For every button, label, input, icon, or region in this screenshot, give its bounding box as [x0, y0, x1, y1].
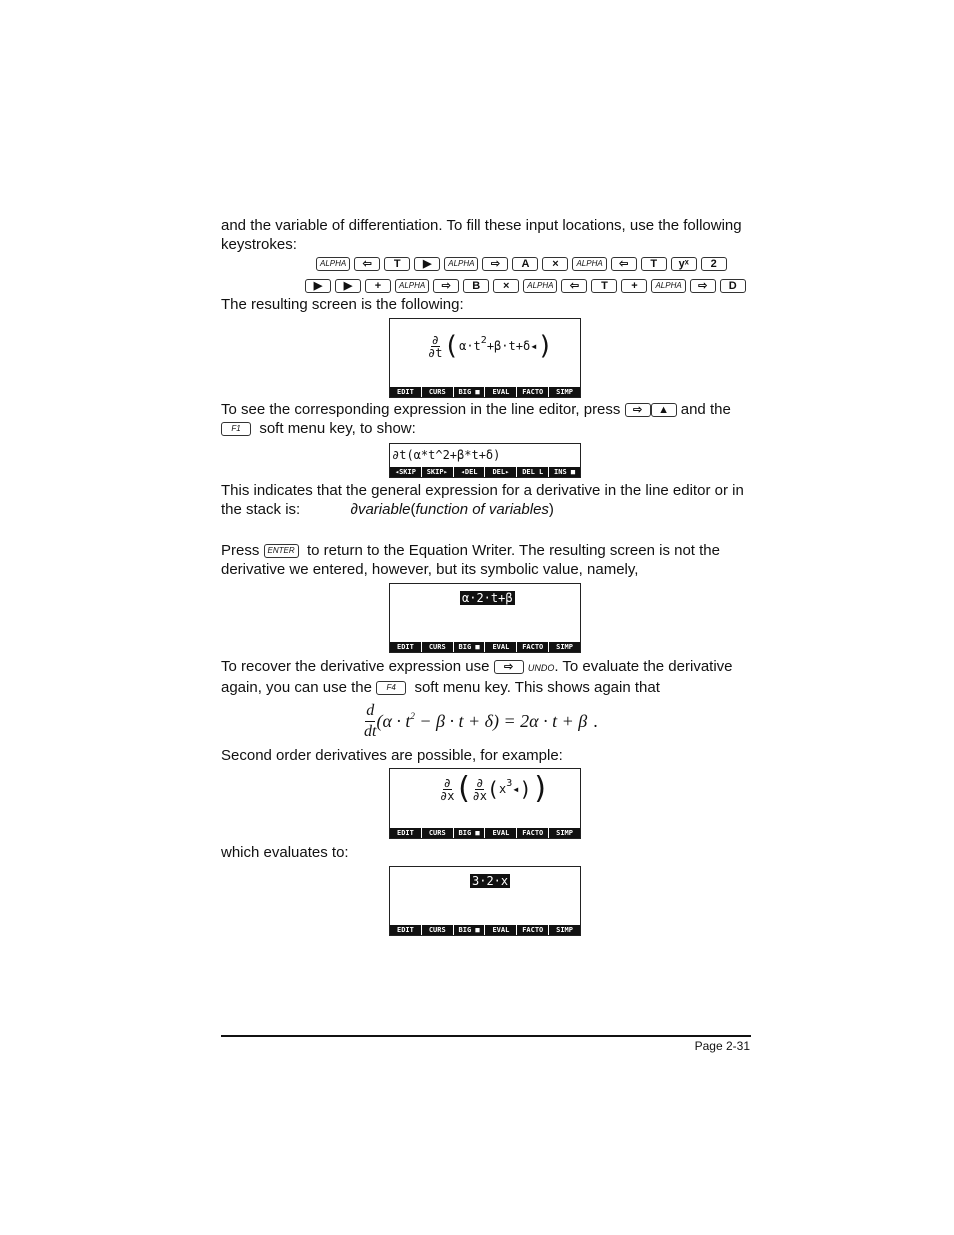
menu-skip-right[interactable]: SKIP▸ [422, 467, 453, 477]
menu-del-right[interactable]: DEL▸ [485, 467, 516, 477]
keystroke-key: T [591, 279, 617, 293]
keystroke-key: ⇨ [690, 279, 716, 293]
menu-del-line[interactable]: DEL L [517, 467, 548, 477]
intro-paragraph: and the variable of differentiation. To fill these input locations, use the following keystrokes: [221, 217, 742, 253]
f4-key: F4 [376, 681, 406, 695]
line-editor-menu [390, 467, 580, 477]
result-expression: α·2·t+β [462, 591, 513, 605]
menu-facto[interactable]: FACTO [517, 642, 548, 652]
evaluates-paragraph: which evaluates to: [221, 844, 349, 861]
keystroke-key: D [720, 279, 746, 293]
keystroke-key: + [621, 279, 647, 293]
menu-big[interactable]: BIG ■ [454, 828, 485, 838]
keystroke-key: T [641, 257, 667, 271]
keystroke-key: ALPHA [316, 257, 350, 271]
keystroke-key: ALPHA [444, 257, 478, 271]
f1-key: F1 [221, 422, 251, 436]
menu-big[interactable]: BIG ■ [454, 925, 485, 935]
keystroke-key: ⇦ [561, 279, 587, 293]
keystroke-key: ▶ [414, 257, 440, 271]
right-shift-key: ⇨ [625, 403, 651, 417]
line-editor-screen [389, 443, 581, 478]
menu-del-left[interactable]: ◂DEL [454, 467, 485, 477]
keystroke-key: ALPHA [523, 279, 557, 293]
menu-eval[interactable]: EVAL [485, 828, 516, 838]
calculator-screen-second-result [389, 866, 581, 936]
keystroke-key: ▶ [335, 279, 361, 293]
keystroke-key: × [493, 279, 519, 293]
keystroke-row-1 [316, 257, 727, 271]
menu-curs[interactable]: CURS [422, 828, 453, 838]
right-shift-key: ⇨ [494, 660, 524, 674]
menu-simp[interactable]: SIMP [549, 828, 580, 838]
line-editor-text: ∂t(α*t^2+β*t+δ) [392, 448, 501, 462]
expression-part: α·t [459, 339, 481, 353]
keystroke-key: B [463, 279, 489, 293]
keystroke-key: A [512, 257, 538, 271]
general-expression-paragraph: This indicates that the general expression for a derivative in the line editor or in the stack is: ∂variable(function of variables) [221, 482, 744, 518]
menu-edit[interactable]: EDIT [390, 925, 421, 935]
menu-big[interactable]: BIG ■ [454, 642, 485, 652]
enter-key: ENTER [264, 544, 299, 558]
menu-facto[interactable]: FACTO [517, 925, 548, 935]
keystroke-key: yˣ [671, 257, 697, 271]
undo-label: UNDO [527, 663, 555, 673]
press-enter-paragraph: Press ENTER to return to the Equation Writer. The resulting screen is not the derivative we entered, however, but its symbolic value, namely, [221, 542, 720, 578]
menu-skip-left[interactable]: ◂SKIP [390, 467, 421, 477]
menu-curs[interactable]: CURS [422, 387, 453, 397]
second-result-expression: 3·2·x [472, 874, 509, 888]
line-editor-paragraph: To see the corresponding expression in the line editor, press ⇨ ▲ and the F1 soft menu key, to show: [221, 401, 731, 437]
menu-edit[interactable]: EDIT [390, 642, 421, 652]
footer-rule [221, 1035, 751, 1037]
keystroke-key: ▶ [305, 279, 331, 293]
keystroke-key: ALPHA [572, 257, 606, 271]
menu-ins[interactable]: INS ■ [549, 467, 580, 477]
keystroke-key: 2 [701, 257, 727, 271]
soft-menu-bar [390, 642, 580, 652]
keystroke-key: ALPHA [651, 279, 685, 293]
menu-facto[interactable]: FACTO [517, 387, 548, 397]
menu-facto[interactable]: FACTO [517, 828, 548, 838]
keystroke-key: T [384, 257, 410, 271]
cursor-icon: ◂ [512, 782, 520, 796]
menu-simp[interactable]: SIMP [549, 642, 580, 652]
menu-edit[interactable]: EDIT [390, 387, 421, 397]
second-order-paragraph: Second order derivatives are possible, for example: [221, 747, 563, 764]
soft-menu-bar [390, 387, 580, 397]
keystroke-key: + [365, 279, 391, 293]
menu-edit[interactable]: EDIT [390, 828, 421, 838]
calculator-screen-result [389, 583, 581, 653]
derivative-formula: $\frac{d}{dt}$ (α · t $^2$ − β · t + δ) = 2α · t + β . [364, 702, 598, 740]
keystroke-key: ALPHA [395, 279, 429, 293]
keystroke-key: ⇦ [354, 257, 380, 271]
derivative-fraction: $\frac{\partial}{\partial t}$ [428, 332, 443, 360]
calculator-screen-second-derivative: $\frac{\partial}{\partial x}$ ( $\frac{\partial}{\partial x}$ ( x $^3$ ◂ ) ) EDIT CURS BIG ■ EVAL FACTO SIMP [389, 768, 581, 839]
keystroke-key: ⇨ [433, 279, 459, 293]
keystroke-key: ⇦ [611, 257, 637, 271]
menu-big[interactable]: BIG ■ [454, 387, 485, 397]
menu-eval[interactable]: EVAL [485, 387, 516, 397]
calculator-screen-derivative: $\frac{\partial}{\partial t}$ ( α·t $^2$ +β·t+δ ◂ ) EDIT CURS BIG ■ EVAL FACTO SIMP [389, 318, 581, 398]
resulting-screen-text: The resulting screen is the following: [221, 296, 464, 313]
menu-simp[interactable]: SIMP [549, 925, 580, 935]
keystroke-key: ⇨ [482, 257, 508, 271]
soft-menu-bar [390, 925, 580, 935]
keystroke-row-2 [305, 279, 746, 293]
soft-menu-bar [390, 828, 580, 838]
menu-eval[interactable]: EVAL [485, 925, 516, 935]
up-arrow-key: ▲ [651, 403, 677, 417]
page-number: Page 2-31 [694, 1039, 750, 1053]
menu-eval[interactable]: EVAL [485, 642, 516, 652]
menu-curs[interactable]: CURS [422, 925, 453, 935]
cursor-icon: ◂ [530, 339, 538, 353]
menu-simp[interactable]: SIMP [549, 387, 580, 397]
expression-part: +β·t+δ [486, 339, 531, 353]
recover-paragraph: To recover the derivative expression use ⇨ UNDO. To evaluate the derivative again, you can use the F4 soft menu key. This shows again that [221, 658, 733, 696]
keystroke-key: × [542, 257, 568, 271]
menu-curs[interactable]: CURS [422, 642, 453, 652]
